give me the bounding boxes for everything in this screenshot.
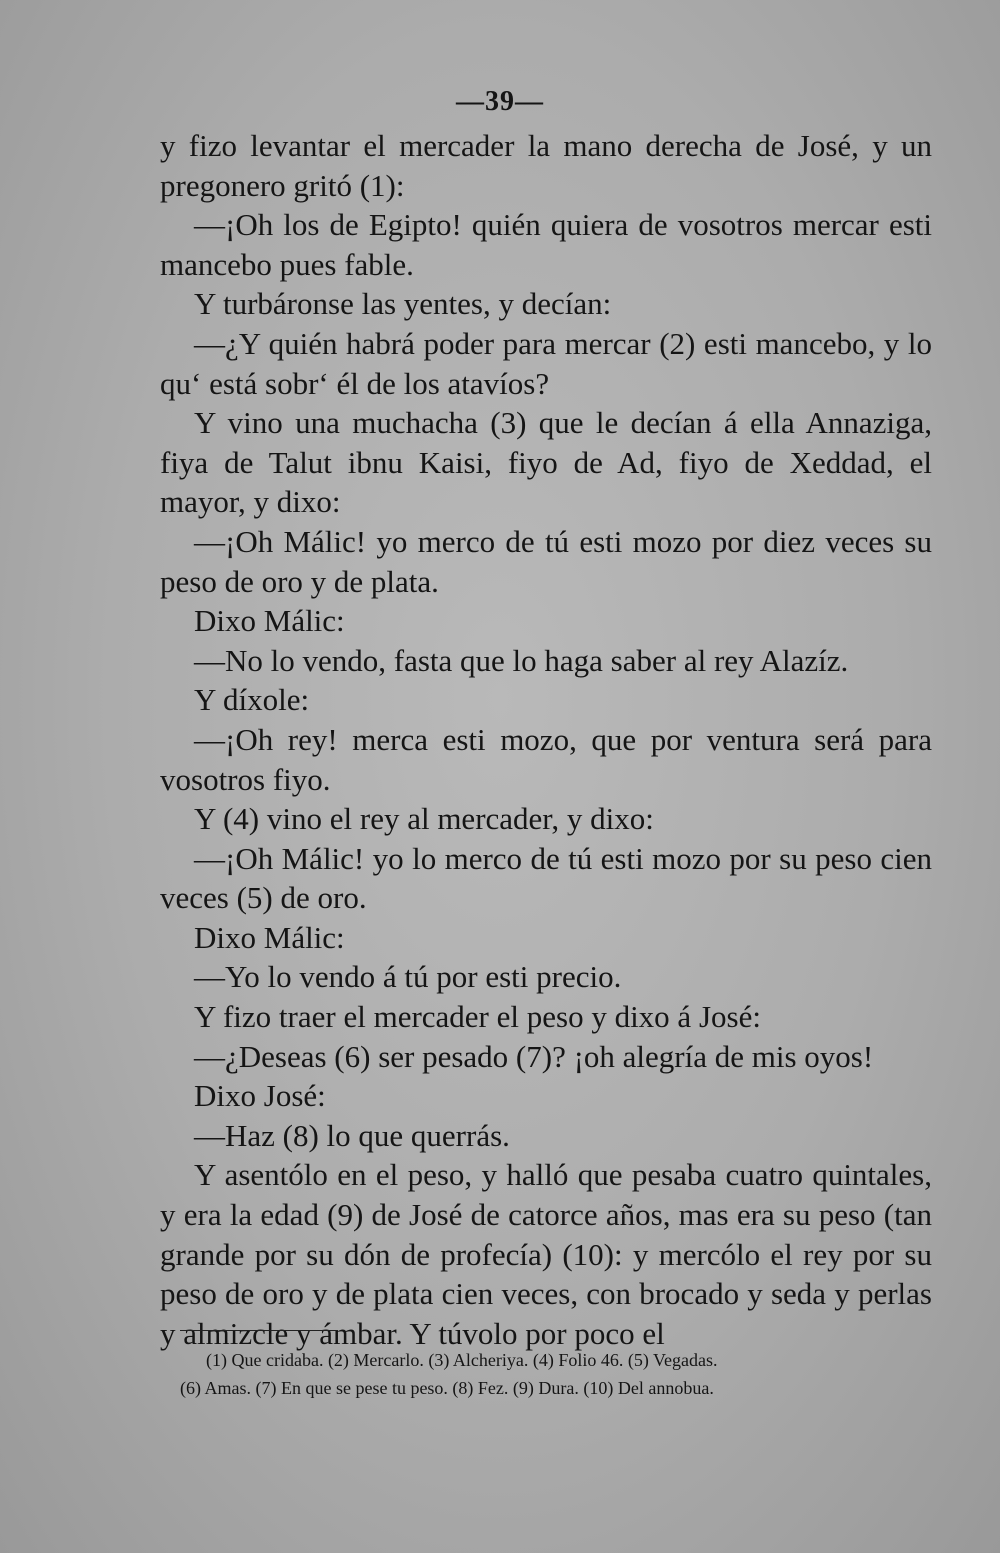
footnotes — [180, 1346, 945, 1402]
page-number: —39— — [456, 86, 544, 117]
paragraph: Y fizo traer el mercader el peso y dixo á José: — [194, 999, 761, 1035]
paragraph: Y asentólo en el peso, y halló que pesaba cuatro quintales, y era la edad (9) de José de catorce años, mas era su peso (tan grande por su dón de profecía) (10): y mercólo el rey por su peso de oro y de plata cien veces, con brocado y seda y perlas y almizcle y ámbar. Y túvolo por poco el — [160, 1157, 932, 1351]
paragraph: Y (4) vino el rey al mercader, y dixo: — [194, 801, 654, 837]
paragraph: Y díxole: — [194, 682, 310, 718]
paragraph: —¿Y quién habrá poder para mercar (2) esti mancebo, y lo qu‘ está sobr‘ él de los atavíos? — [160, 325, 932, 401]
paragraph: Dixo Málic: — [194, 603, 345, 639]
paragraph: —¡Oh Málic! yo merco de tú esti mozo por diez veces su peso de oro y de plata. — [160, 523, 932, 599]
paragraph: —¿Deseas (6) ser pesado (7)? ¡oh alegría de mis oyos! — [194, 1038, 874, 1074]
paragraph: —Haz (8) lo que querrás. — [194, 1117, 510, 1153]
paragraph: Y vino una muchacha (3) que le decían á ella Annaziga, fiya de Talut ibnu Kaisi, fiyo de Ad, fiyo de Xeddad, el mayor, y dixo: — [160, 405, 932, 520]
paragraph: y fizo levantar el mercader la mano derecha de José, y un pregonero gritó (1): — [160, 128, 932, 203]
footnote-line: (6) Amas. (7) En que se pese tu peso. (8) Fez. (9) Dura. (10) Del annobua. — [180, 1378, 714, 1398]
paragraph: Y turbáronse las yentes, y decían: — [194, 286, 612, 322]
paragraph: —¡Oh Málic! yo lo merco de tú esti mozo por su peso cien veces (5) de oro. — [160, 840, 932, 916]
footnote-line: (1) Que cridaba. (2) Mercarlo. (3) Alcheriya. (4) Folio 46. (5) Vegadas. — [206, 1350, 718, 1370]
paragraph: —No lo vendo, fasta que lo haga saber al rey Alazíz. — [194, 642, 849, 678]
footnote-separator — [180, 1330, 338, 1331]
paragraph: —Yo lo vendo á tú por esti precio. — [194, 959, 622, 995]
paragraph: Dixo José: — [194, 1078, 326, 1114]
body-text — [160, 126, 932, 1353]
paragraph: Dixo Málic: — [194, 919, 345, 955]
paragraph: —¡Oh rey! merca esti mozo, que por ventura será para vosotros fiyo. — [160, 721, 932, 797]
paragraph: —¡Oh los de Egipto! quién quiera de vosotros mercar esti mancebo pues fable. — [160, 207, 932, 282]
